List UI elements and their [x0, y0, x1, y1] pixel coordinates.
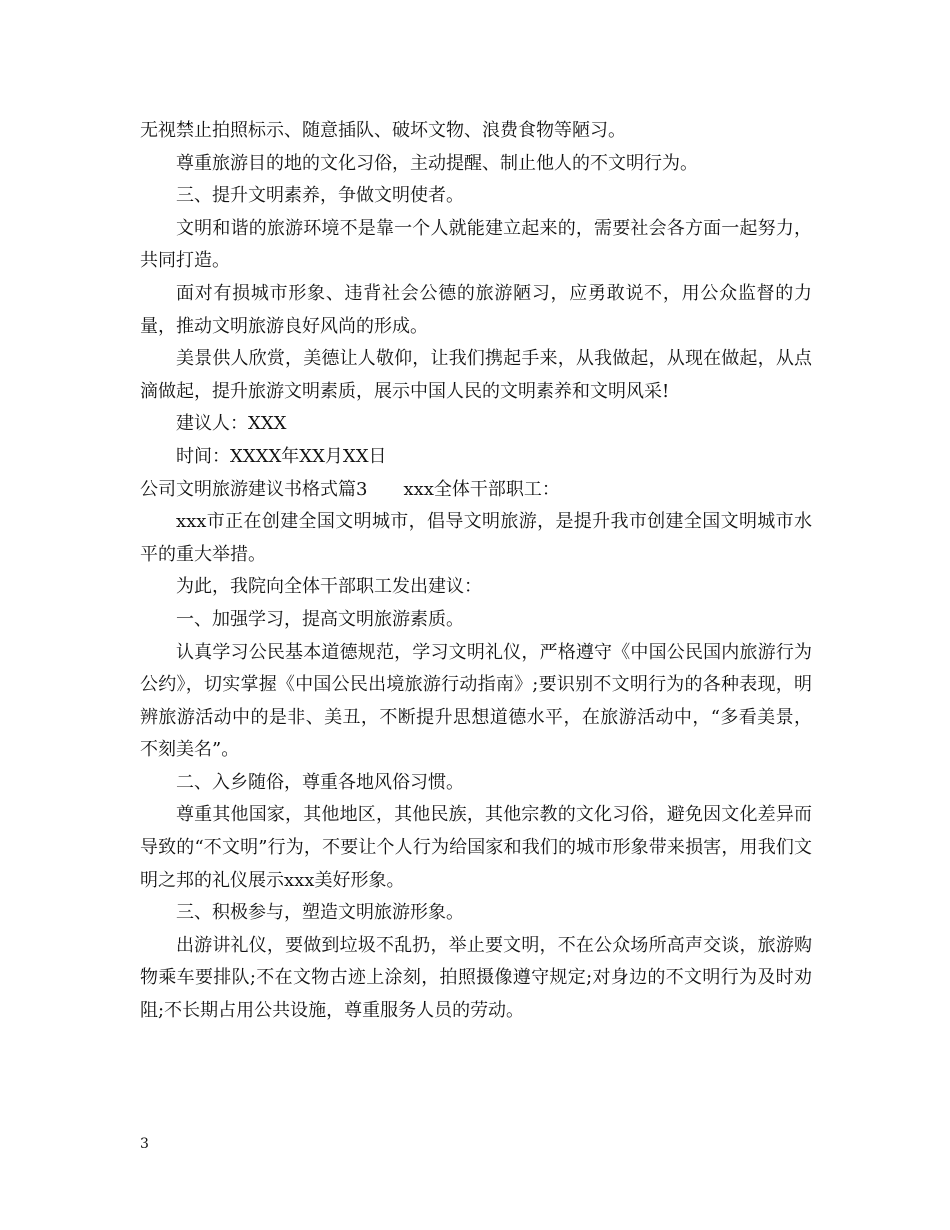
paragraph: 尊重旅游目的地的文化习俗，主动提醒、制止他人的不文明行为。: [176, 152, 698, 174]
article-title: 公司文明旅游建议书格式篇3 xxx全体干部职工：: [140, 478, 560, 500]
section-heading: 三、积极参与，塑造文明旅游形象。: [176, 902, 464, 924]
date-line: 时间：XXXX年XX月XX日: [176, 445, 387, 467]
paragraph: 出游讲礼仪，要做到垃圾不乱扔，举止要文明，不在公众场所高声交谈，旅游购物乘车要排队;不在文物古迹上涂刻，拍照摄像遵守规定;对身边的不文明行为及时劝阻;不长期占用公共设施，尊重服务人员的劳动。: [140, 934, 812, 1022]
paragraph: 为此，我院向全体干部职工发出建议：: [176, 576, 482, 598]
section-heading: 一、加强学习，提高文明旅游素质。: [176, 608, 464, 630]
paragraph: 面对有损城市形象、违背社会公德的旅游陋习，应勇敢说不，用公众监督的力量，推动文明旅游良好风尚的形成。: [140, 282, 812, 337]
section-heading: 三、提升文明素养，争做文明使者。: [176, 185, 464, 207]
paragraph: 认真学习公民基本道德规范，学习文明礼仪，严格遵守《中国公民国内旅游行为公约》，切实掌握《中国公民出境旅游行动指南》;要识别不文明行为的各种表现，明辨旅游活动中的是非、美丑，不断提升思想道德水平，在旅游活动中，“多看美景，不刻美名”。: [140, 641, 812, 761]
document-body: [140, 115, 812, 1028]
paragraph: xxx市正在创建全国文明城市，倡导文明旅游，是提升我市创建全国文明城市水平的重大举措。: [140, 511, 812, 565]
page-number: 3: [140, 1136, 149, 1152]
paragraph: 美景供人欣赏，美德让人敬仰，让我们携起手来，从我做起，从现在做起，从点滴做起，提升旅游文明素质，展示中国人民的文明素养和文明风采!: [140, 348, 812, 402]
section-heading: 二、入乡随俗，尊重各地风俗习惯。: [176, 771, 464, 793]
proposer-line: 建议人：XXX: [176, 413, 287, 435]
paragraph: 文明和谐的旅游环境不是靠一个人就能建立起来的，需要社会各方面一起努力，共同打造。: [140, 217, 812, 272]
paragraph: 尊重其他国家，其他地区，其他民族，其他宗教的文化习俗，避免因文化差异而导致的“不文明”行为，不要让个人行为给国家和我们的城市形象带来损害，用我们文明之邦的礼仪展示xxx美好形象。: [140, 804, 812, 891]
paragraph: 无视禁止拍照标示、随意插队、破坏文物、浪费食物等陋习。: [140, 120, 626, 141]
